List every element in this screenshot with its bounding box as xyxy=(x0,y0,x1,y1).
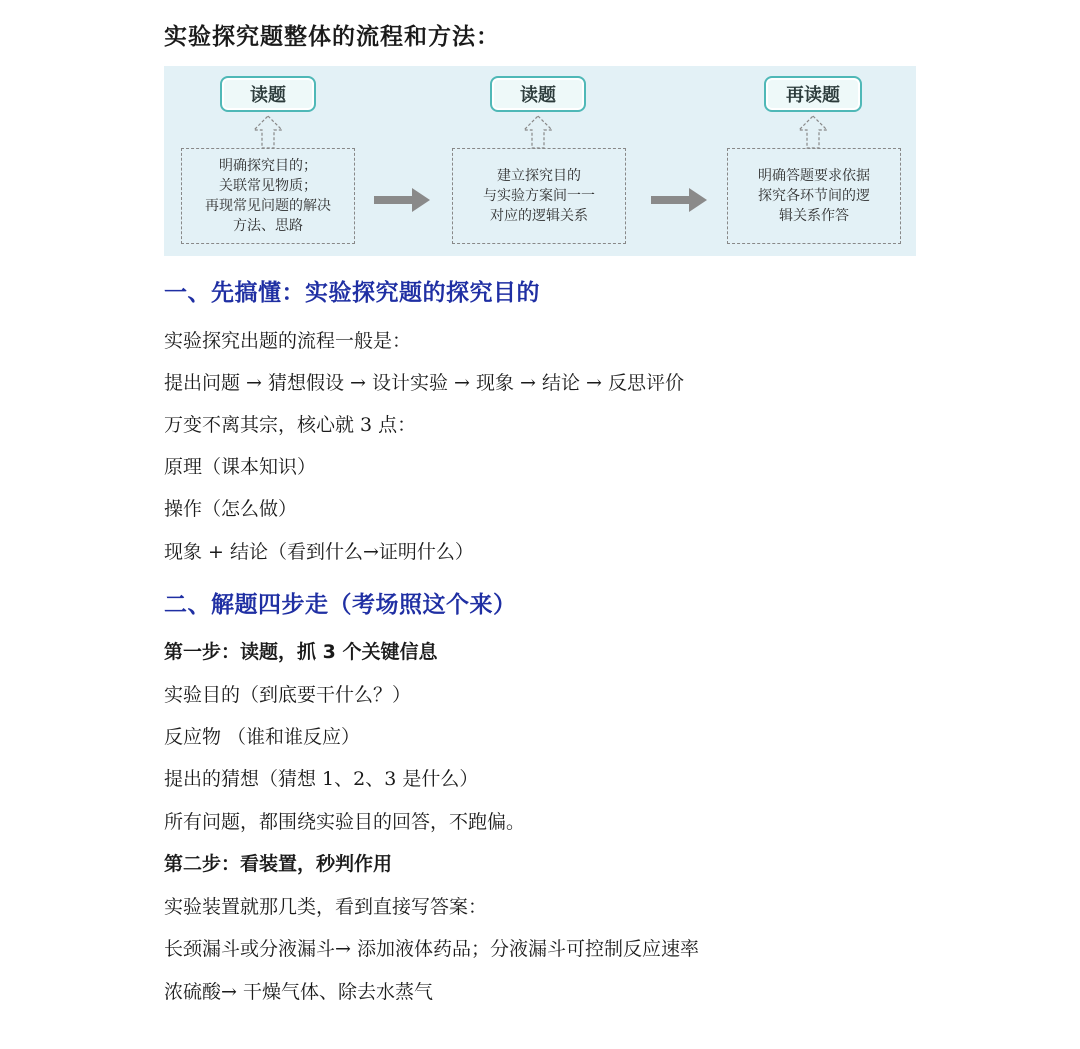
section-1-heading: 一、先搞懂：实验探究题的探究目的 xyxy=(164,280,540,306)
paragraph-line: 长颈漏斗或分液漏斗→ 添加液体药品；分液漏斗可控制反应速率 xyxy=(164,938,699,960)
step-2-title: 第二步：看装置，秒判作用 xyxy=(164,853,393,875)
paragraph-line: 所有问题，都围绕实验目的回答，不跑偏。 xyxy=(164,811,526,833)
flow-step-3-text: 明确答题要求依据 探究各环节间的逻 辑关系作答 xyxy=(727,148,901,244)
paragraph-line: 实验目的（到底要干什么？） xyxy=(164,684,412,706)
up-arrow-icon xyxy=(797,114,829,150)
flow-diagram xyxy=(164,66,916,256)
paragraph-line: 提出的猜想（猜想 1、2、3 是什么） xyxy=(164,768,479,790)
section-2-heading: 二、解题四步走（考场照这个来） xyxy=(164,592,517,618)
paragraph-line: 操作（怎么做） xyxy=(164,498,298,520)
paragraph-line: 提出问题 → 猜想假设 → 设计实验 → 现象 → 结论 → 反思评价 xyxy=(164,372,684,394)
paragraph-line: 浓硫酸→ 干燥气体、除去水蒸气 xyxy=(164,981,433,1003)
flow-step-1-label: 读题 xyxy=(220,76,316,112)
paragraph-line: 万变不离其宗，核心就 3 点： xyxy=(164,414,417,436)
flow-step-1-text: 明确探究目的； 关联常见物质； 再现常见问题的解决 方法、思路 xyxy=(181,148,355,244)
flow-step-2-label: 读题 xyxy=(490,76,586,112)
paragraph-line: 实验装置就那几类，看到直接写答案： xyxy=(164,896,488,918)
up-arrow-icon xyxy=(522,114,554,150)
paragraph-line: 反应物 （谁和谁反应） xyxy=(164,726,361,748)
right-arrow-icon xyxy=(651,188,707,212)
right-arrow-icon xyxy=(374,188,430,212)
flow-step-3-label: 再读题 xyxy=(764,76,862,112)
up-arrow-icon xyxy=(252,114,284,150)
paragraph-line: 原理（课本知识） xyxy=(164,456,317,478)
step-1-title: 第一步：读题，抓 3 个关键信息 xyxy=(164,641,438,663)
paragraph-line: 现象 + 结论（看到什么→证明什么） xyxy=(164,541,474,563)
paragraph-line: 实验探究出题的流程一般是： xyxy=(164,330,412,352)
page-title: 实验探究题整体的流程和方法： xyxy=(164,23,500,50)
flow-step-2-text: 建立探究目的 与实验方案间一一 对应的逻辑关系 xyxy=(452,148,626,244)
